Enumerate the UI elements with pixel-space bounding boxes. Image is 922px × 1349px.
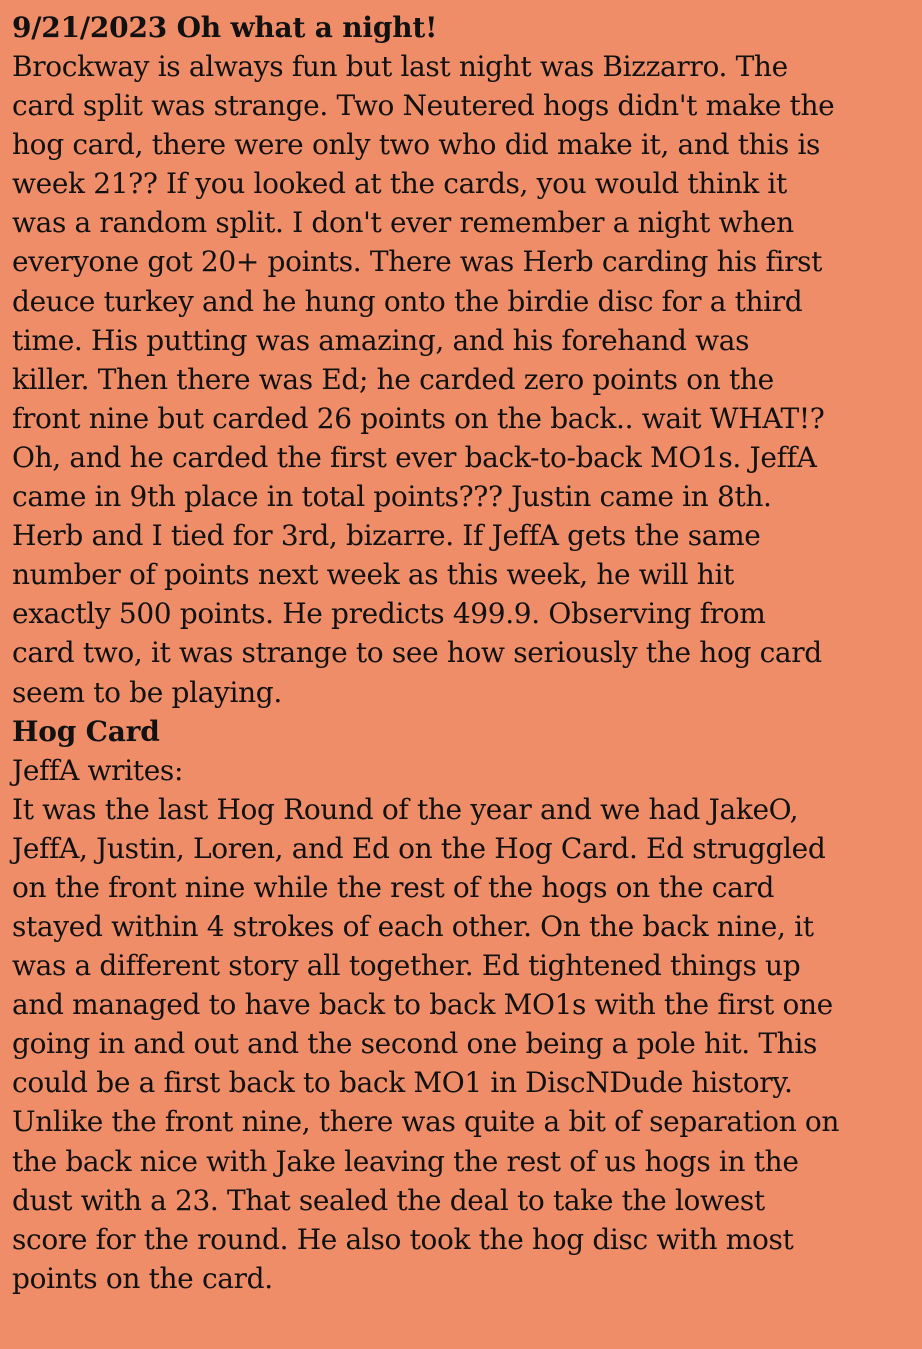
hog-card-paragraph	[12, 790, 910, 1298]
intro-line: hog card, there were only two who did make it, and this is	[12, 128, 821, 162]
body-line: could be a first back to back MO1 in DiscNDude history.	[12, 1066, 793, 1100]
intro-line: exactly 500 points. He predicts 499.9. Observing from	[12, 597, 766, 631]
intro-line: front nine but carded 26 points on the back.. wait WHAT!?	[12, 401, 825, 435]
body-line: going in and out and the second one being a pole hit. This	[12, 1027, 817, 1061]
intro-line: time. His putting was amazing, and his forehand was	[12, 323, 750, 357]
author-line: JeffA writes:	[12, 753, 184, 787]
intro-line: deuce turkey and he hung onto the birdie disc for a third	[12, 284, 803, 318]
intro-line: came in 9th place in total points??? Justin came in 8th.	[12, 480, 772, 514]
intro-line: Herb and I tied for 3rd, bizarre. If JeffA gets the same	[12, 519, 761, 553]
intro-line: card two, it was strange to see how seriously the hog card	[12, 636, 822, 670]
body-line: Unlike the front nine, there was quite a bit of separation on	[12, 1105, 840, 1139]
post-title: 9/21/2023 Oh what a night!	[12, 11, 438, 44]
section-heading: Hog Card	[12, 714, 160, 748]
intro-line: card split was strange. Two Neutered hogs didn't make the	[12, 89, 835, 123]
intro-line: Oh, and he carded the first ever back-to-back MO1s. JeffA	[12, 440, 817, 474]
body-line: It was the last Hog Round of the year and we had JakeO,	[12, 792, 799, 826]
intro-line: number of points next week as this week, he will hit	[12, 558, 734, 592]
intro-line: was a random split. I don't ever remember a night when	[12, 206, 794, 240]
intro-line: week 21?? If you looked at the cards, you would think it	[12, 167, 787, 201]
body-line: stayed within 4 strokes of each other. On the back nine, it	[12, 909, 814, 943]
intro-line: everyone got 20+ points. There was Herb carding his first	[12, 245, 823, 279]
body-line: score for the round. He also took the hog disc with most	[12, 1222, 794, 1256]
intro-line: killer. Then there was Ed; he carded zero points on the	[12, 362, 774, 396]
body-line: the back nice with Jake leaving the rest of us hogs in the	[12, 1144, 799, 1178]
body-line: JeffA, Justin, Loren, and Ed on the Hog Card. Ed struggled	[12, 831, 826, 865]
intro-line: seem to be playing.	[12, 675, 282, 709]
intro-paragraph	[12, 47, 910, 712]
body-line: was a different story all together. Ed tightened things up	[12, 949, 801, 983]
body-line: on the front nine while the rest of the hogs on the card	[12, 870, 775, 904]
body-line: dust with a 23. That sealed the deal to take the lowest	[12, 1183, 765, 1217]
intro-line: Brockway is always fun but last night was Bizzarro. The	[12, 50, 788, 83]
body-line: points on the card.	[12, 1261, 273, 1295]
body-line: and managed to have back to back MO1s with the first one	[12, 988, 833, 1022]
